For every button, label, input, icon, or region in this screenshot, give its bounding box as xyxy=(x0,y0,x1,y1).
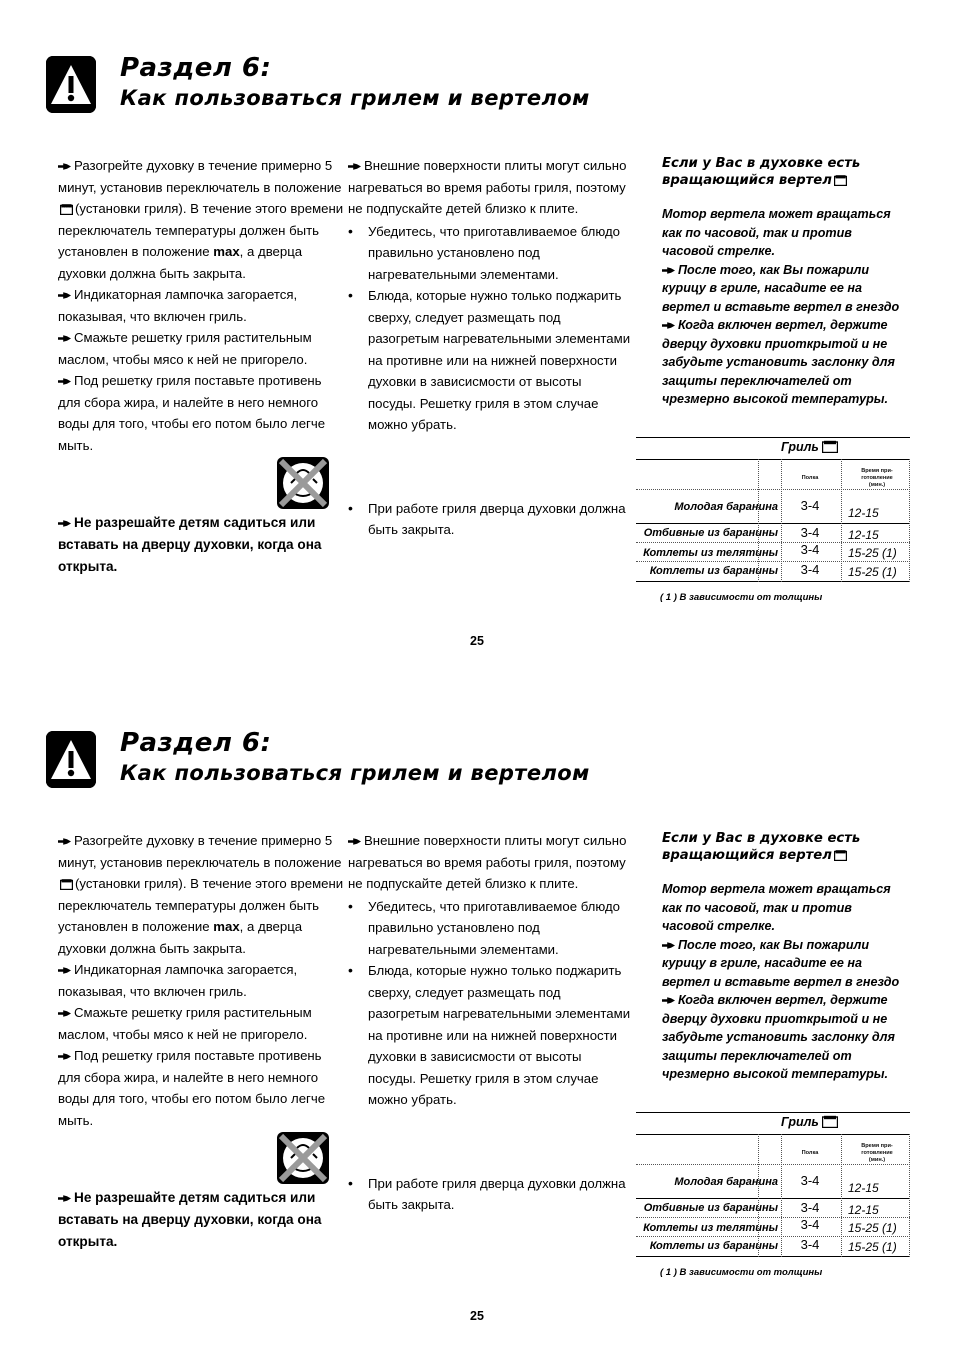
pointing-hand-icon xyxy=(58,1194,71,1203)
warning-triangle-icon xyxy=(46,56,96,113)
table-rule xyxy=(636,1217,910,1218)
grill-setting-icon xyxy=(60,878,73,890)
page-title: Раздел 6: xyxy=(120,728,272,758)
rotisserie-chicken-step xyxy=(662,936,906,992)
paragraph-hot-surfaces-text: Внешние поверхности плиты могут сильно нагреваться во время работы гриля, поэтому не подпускайте детей близко к плите. xyxy=(348,833,627,891)
table-header-time xyxy=(848,1143,906,1164)
bullet-marker: • xyxy=(348,222,353,239)
list-item xyxy=(348,960,633,1111)
rotisserie-grill-icon xyxy=(834,849,847,861)
column-left xyxy=(58,830,346,1131)
table-rule xyxy=(636,1236,910,1237)
pointing-hand-icon xyxy=(662,941,675,950)
paragraph-grease-grid xyxy=(58,1002,346,1045)
pointing-hand-icon xyxy=(58,519,71,528)
page-half-bottom xyxy=(0,675,954,1350)
rotisserie-heading xyxy=(662,155,906,189)
table-footnote: ( 1 ) В зависимости от толщины xyxy=(660,592,823,603)
paragraph-hot-surfaces xyxy=(348,155,633,220)
rotisserie-heading-line1: Если у Вас в духовке есть xyxy=(662,831,861,846)
warning-children-door xyxy=(58,1187,358,1253)
table-column-divider xyxy=(909,459,910,582)
table-rule xyxy=(636,581,910,582)
table-header-time-line2: готовление xyxy=(861,475,893,481)
pointing-hand-icon xyxy=(58,1009,71,1018)
table-header-shelf: Полка xyxy=(801,475,819,481)
table-rule xyxy=(636,542,910,543)
bullet-marker: • xyxy=(348,287,353,303)
table-header-time xyxy=(848,468,906,489)
paragraph-drip-tray xyxy=(58,370,346,456)
rotisserie-heading-line2: вращающийся вертел xyxy=(662,173,832,188)
warning-children-door xyxy=(58,512,358,578)
bullet-marker: • xyxy=(348,962,353,978)
list-item-text: Блюда, которые нужно только поджарить сверху, следует размещать под разогретым нагревательными элементами на противне или на нижней поверхности духовки в зависисмости от высоты посуды. Решетку гриля в этом случае можно убрать. xyxy=(368,288,631,432)
no-sitting-on-door-icon xyxy=(277,1132,335,1187)
pointing-hand-icon xyxy=(348,162,361,171)
table-header-time-line1: Время при- xyxy=(861,1143,893,1149)
table-rule xyxy=(636,1134,910,1135)
column-middle xyxy=(348,155,633,541)
table-header-time-line1: Время при- xyxy=(861,468,893,474)
table-title xyxy=(781,1115,838,1129)
paragraph-grease-grid xyxy=(58,327,346,370)
table-column-divider xyxy=(841,459,842,582)
table-rule xyxy=(636,489,910,490)
table-rule xyxy=(636,561,910,562)
pointing-hand-icon xyxy=(348,837,361,846)
rotisserie-body xyxy=(662,205,906,409)
rotisserie-motor-text: Мотор вертела может вращаться как по часовой, так и против часовой стрелке. xyxy=(662,207,891,258)
pointing-hand-icon xyxy=(58,966,71,975)
warning-children-door-text: Не разрешайте детям садиться или вставать на дверцу духовки, когда она открыта. xyxy=(58,1190,322,1249)
column-middle xyxy=(348,830,633,1216)
rotisserie-heading-line2: вращающийся вертел xyxy=(662,848,832,863)
table-rule xyxy=(636,523,910,524)
list-item xyxy=(348,896,633,961)
page-number: 25 xyxy=(470,634,484,648)
warning-triangle-icon xyxy=(46,731,96,788)
pointing-hand-icon xyxy=(662,996,675,1005)
paragraph-indicator-lamp-text: Индикаторная лампочка загорается, показывая, что включен гриль. xyxy=(58,962,298,999)
grill-cooking-table: Гриль Полка Время при- готовление (мин.) Молодая баранина 3-4 12-15 Отбивные из баранины 3-4 12-15 Котлеты из телятины 3-4 15-25 (1) Котлеты из баранины 3-4 15-25 (1) xyxy=(636,1112,910,1257)
table-header-time-line2: готовление xyxy=(861,1150,893,1156)
rotisserie-heading-line2-wrap xyxy=(662,172,906,189)
paragraph-preheat-text-a: Разогрейте духовку в течение примерно 5 минут, установив переключатель в положение xyxy=(58,158,342,195)
bullet-marker: • xyxy=(348,897,353,914)
warning-children-door-text: Не разрешайте детям садиться или вставать на дверцу духовки, когда она открыта. xyxy=(58,515,322,574)
paragraph-preheat-text-b: (установки гриля). В течение этого времени переключатель температуры должен быть установлен в положение xyxy=(58,876,344,934)
table-column-divider xyxy=(909,1134,910,1257)
document-header xyxy=(46,53,906,123)
paragraph-preheat-text-b: (установки гриля). В течение этого времени переключатель температуры должен быть установлен в положение xyxy=(58,201,344,259)
bullet-list xyxy=(348,896,633,1216)
table-column-divider xyxy=(758,1134,759,1257)
bullet-list xyxy=(348,221,633,541)
grill-cooking-table: Гриль Полка Время при- готовление (мин.) Молодая баранина 3-4 12-15 Отбивные из баранины 3-4 12-15 Котлеты из телятины 3-4 15-25 (1) Котлеты из баранины 3-4 15-25 (1) xyxy=(636,437,910,582)
rotisserie-door-step xyxy=(662,991,906,1084)
rotisserie-heading-line2-wrap xyxy=(662,847,906,864)
header-titles xyxy=(120,53,590,112)
table-rule xyxy=(636,1164,910,1165)
grill-element-icon xyxy=(822,440,838,453)
list-item-text: При работе гриля дверца духовки должна быть закрыта. xyxy=(368,1175,626,1212)
grill-setting-icon xyxy=(60,203,73,215)
bullet-marker: • xyxy=(348,1174,353,1191)
paragraph-indicator-lamp xyxy=(58,959,346,1002)
list-item xyxy=(348,221,633,286)
table-rule xyxy=(636,1256,910,1257)
page-subtitle: Как пользоваться грилем и вертелом xyxy=(120,761,590,785)
rotisserie-motor-text: Мотор вертела может вращаться как по часовой, так и против часовой стрелке. xyxy=(662,882,891,933)
spacer xyxy=(348,1111,633,1173)
table-rule xyxy=(636,437,910,438)
rotisserie-chicken-step xyxy=(662,261,906,317)
list-item xyxy=(348,498,633,541)
paragraph-drip-tray-text: Под решетку гриля поставьте противень для сбора жира, и налейте в него немного воды для того, чтобы его потом было легче мыть. xyxy=(58,1048,326,1128)
paragraph-grease-grid-text: Смажьте решетку гриля растительным маслом, чтобы мясо к ней не пригорело. xyxy=(58,1005,312,1042)
list-item-text: Убедитесь, что приготавливаемое блюдо правильно установлено под нагревательными элементами. xyxy=(368,223,620,282)
header-titles xyxy=(120,728,590,787)
paragraph-preheat xyxy=(58,155,346,284)
rotisserie-door-step-text: Когда включен вертел, держите дверцу духовки приоткрытой и не забудьте установить заслонку для защиты переключателей от чрезмерно высокой температуры. xyxy=(662,318,895,406)
table-rule xyxy=(636,1198,910,1199)
rotisserie-chicken-step-text: После того, как Вы пожарили курицу в гриле, насадите ее на вертел и вставьте вертел в гнездо xyxy=(662,937,900,989)
page-subtitle: Как пользоваться грилем и вертелом xyxy=(120,86,590,110)
pointing-hand-icon xyxy=(58,162,71,171)
table-header-time-line3: (мин.) xyxy=(868,1157,886,1163)
pointing-hand-icon xyxy=(58,291,71,300)
grill-element-icon xyxy=(822,1115,838,1128)
list-item-text: Блюда, которые нужно только поджарить сверху, следует размещать под разогретым нагревательными элементами на противне или на нижней поверхности духовки в зависисмости от высоты посуды. Решетку гриля в этом случае можно убрать. xyxy=(368,963,631,1107)
table-header-time-line3: (мин.) xyxy=(868,482,886,488)
page-title: Раздел 6: xyxy=(120,53,272,83)
rotisserie-door-step-text: Когда включен вертел, держите дверцу духовки приоткрытой и не забудьте установить заслонку для защиты переключателей от чрезмерно высокой температуры. xyxy=(662,993,895,1081)
table-title-text: Гриль xyxy=(781,440,819,454)
pointing-hand-icon xyxy=(58,334,71,343)
paragraph-hot-surfaces xyxy=(348,830,633,895)
table-rule xyxy=(636,459,910,460)
paragraph-drip-tray-text: Под решетку гриля поставьте противень для сбора жира, и налейте в него немного воды для того, чтобы его потом было легче мыть. xyxy=(58,373,326,453)
column-right xyxy=(662,830,906,1084)
max-setting-label: max xyxy=(213,244,240,259)
table-title xyxy=(781,440,838,454)
column-left xyxy=(58,155,346,456)
table-column-divider xyxy=(781,1134,782,1257)
rotisserie-body xyxy=(662,880,906,1084)
rotisserie-door-step xyxy=(662,316,906,409)
paragraph-preheat-text-c: , а дверца духовки должна быть закрыта. xyxy=(58,244,303,281)
spacer xyxy=(348,436,633,498)
document-header xyxy=(46,728,906,798)
no-sitting-on-door-icon xyxy=(277,457,335,512)
bullet-marker: • xyxy=(348,499,353,516)
paragraph-indicator-lamp-text: Индикаторная лампочка загорается, показывая, что включен гриль. xyxy=(58,287,298,324)
list-item xyxy=(348,1173,633,1216)
paragraph-drip-tray xyxy=(58,1045,346,1131)
paragraph-preheat-text-c: , а дверца духовки должна быть закрыта. xyxy=(58,919,303,956)
pointing-hand-icon xyxy=(662,266,675,275)
paragraph-preheat-text-a: Разогрейте духовку в течение примерно 5 минут, установив переключатель в положение xyxy=(58,833,342,870)
table-header-shelf: Полка xyxy=(801,1150,819,1156)
list-item-text: При работе гриля дверца духовки должна быть закрыта. xyxy=(368,500,626,537)
rotisserie-grill-icon xyxy=(834,174,847,186)
paragraph-indicator-lamp xyxy=(58,284,346,327)
list-item xyxy=(348,285,633,436)
table-footnote: ( 1 ) В зависимости от толщины xyxy=(660,1267,823,1278)
rotisserie-heading xyxy=(662,830,906,864)
rotisserie-chicken-step-text: После того, как Вы пожарили курицу в гриле, насадите ее на вертел и вставьте вертел в гнездо xyxy=(662,262,900,314)
max-setting-label: max xyxy=(213,919,240,934)
pointing-hand-icon xyxy=(662,321,675,330)
pointing-hand-icon xyxy=(58,377,71,386)
table-rule xyxy=(636,1112,910,1113)
table-column-divider xyxy=(758,459,759,582)
paragraph-hot-surfaces-text: Внешние поверхности плиты могут сильно нагреваться во время работы гриля, поэтому не подпускайте детей близко к плите. xyxy=(348,158,627,216)
page-number: 25 xyxy=(470,1309,484,1323)
list-item-text: Убедитесь, что приготавливаемое блюдо правильно установлено под нагревательными элементами. xyxy=(368,898,620,957)
table-column-divider xyxy=(841,1134,842,1257)
rotisserie-heading-line1: Если у Вас в духовке есть xyxy=(662,156,861,171)
pointing-hand-icon xyxy=(58,1052,71,1061)
column-right xyxy=(662,155,906,409)
paragraph-preheat xyxy=(58,830,346,959)
table-title-text: Гриль xyxy=(781,1115,819,1129)
table-column-divider xyxy=(781,459,782,582)
pointing-hand-icon xyxy=(58,837,71,846)
paragraph-grease-grid-text: Смажьте решетку гриля растительным маслом, чтобы мясо к ней не пригорело. xyxy=(58,330,312,367)
